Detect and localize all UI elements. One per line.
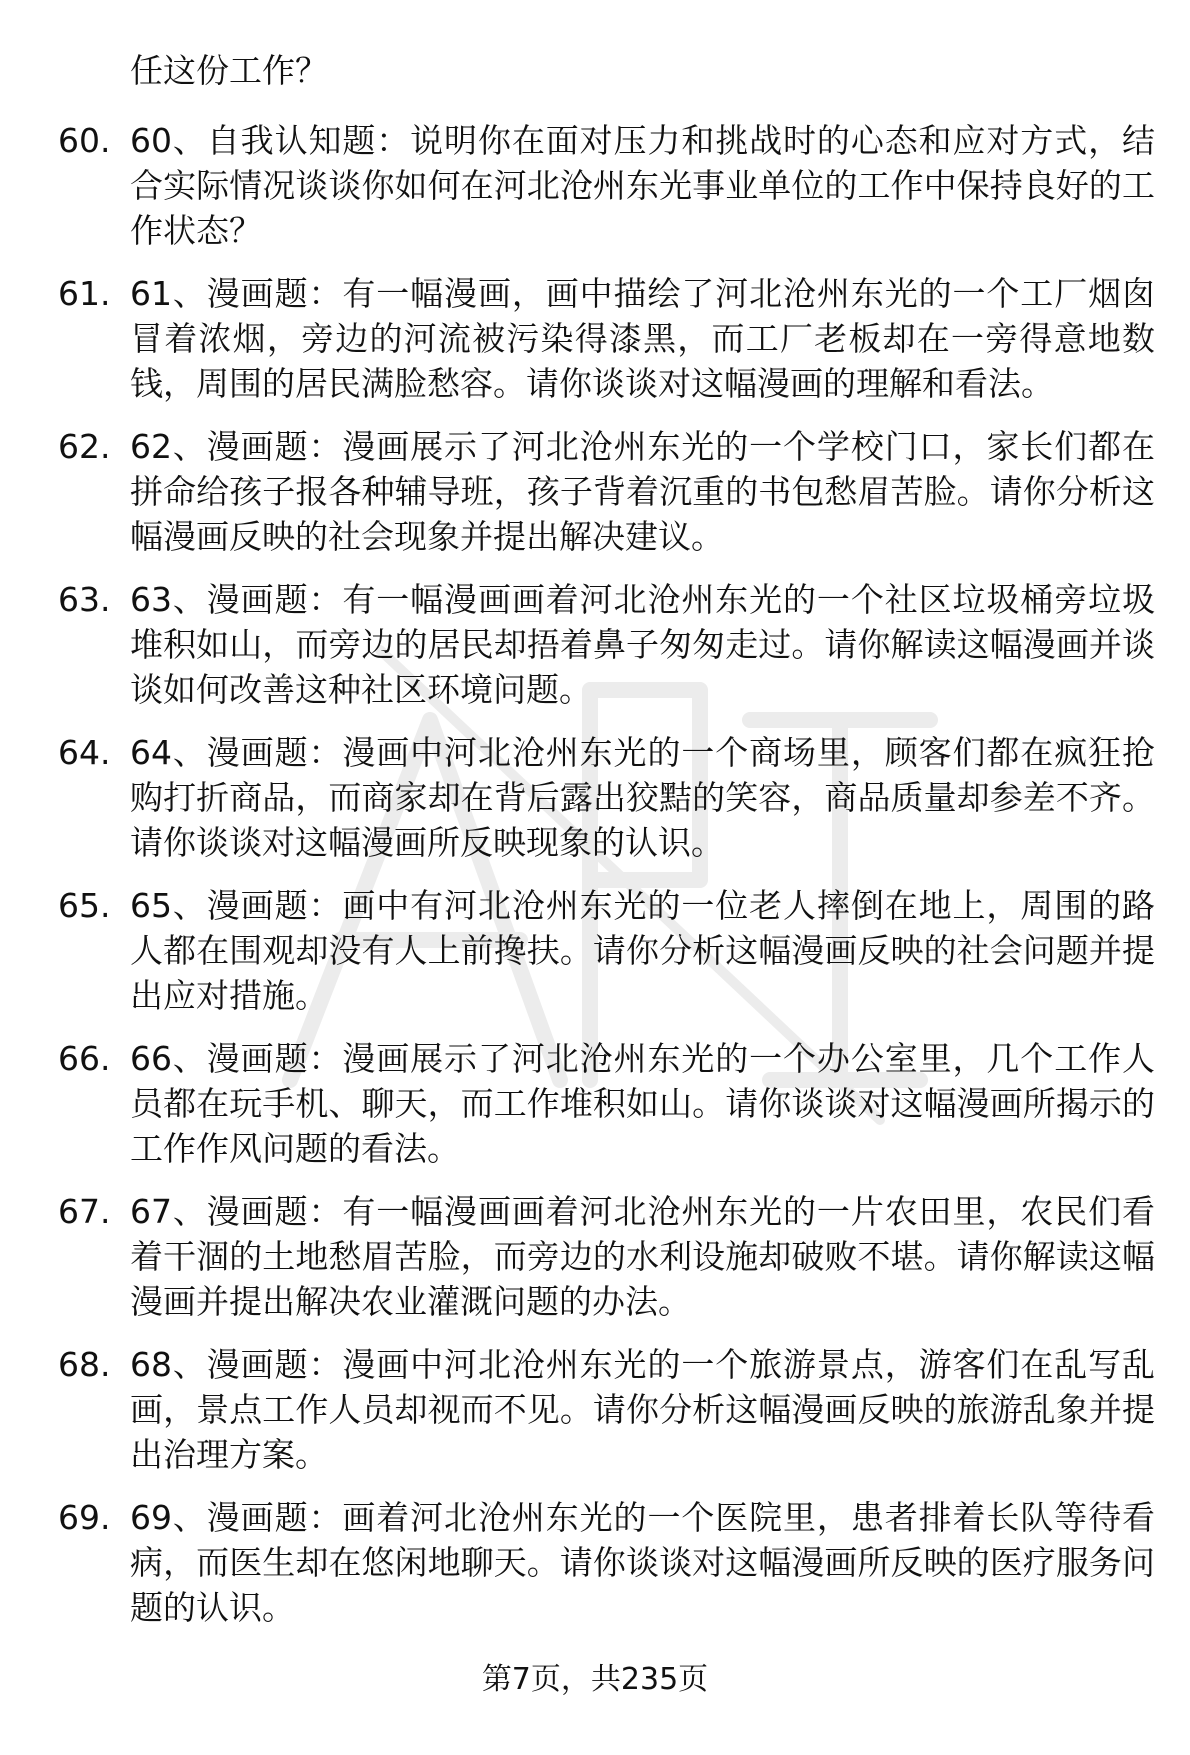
question-text: 60、自我认知题：说明你在面对压力和挑战时的心态和应对方式，结合实际情况谈谈你如何在河北沧州东光事业单位的工作中保持良好的工作状态？: [130, 121, 1155, 250]
question-number: 64.: [58, 733, 111, 772]
question-text: 67、漫画题：有一幅漫画画着河北沧州东光的一片农田里，农民们看着干涸的土地愁眉苦脸，而旁边的水利设施却破败不堪。请你解读这幅漫画并提出解决农业灌溉问题的办法。: [130, 1192, 1155, 1321]
question-text: 62、漫画题：漫画展示了河北沧州东光的一个学校门口，家长们都在拼命给孩子报各种辅导班，孩子背着沉重的书包愁眉苦脸。请你分析这幅漫画反映的社会现象并提出解决建议。: [130, 427, 1155, 556]
question-number: 68.: [58, 1345, 111, 1384]
continuation-text: 任这份工作？: [130, 51, 328, 90]
question-text: 66、漫画题：漫画展示了河北沧州东光的一个办公室里，几个工作人员都在玩手机、聊天，而工作堆积如山。请你谈谈对这幅漫画所揭示的工作作风问题的看法。: [130, 1039, 1155, 1168]
question-item: [0, 1036, 1190, 1171]
question-number: 66.: [58, 1039, 111, 1078]
question-number: 67.: [58, 1192, 111, 1231]
question-text: 69、漫画题：画着河北沧州东光的一个医院里，患者排着长队等待看病，而医生却在悠闲地聊天。请你谈谈对这幅漫画所反映的医疗服务问题的认识。: [130, 1498, 1155, 1627]
question-list: [0, 118, 1190, 1648]
question-number: 61.: [58, 274, 111, 313]
question-item: [0, 118, 1190, 253]
question-number: 63.: [58, 580, 111, 619]
question-item: [0, 577, 1190, 712]
question-number: 60.: [58, 121, 111, 160]
question-number: 62.: [58, 427, 111, 466]
question-item: [0, 1495, 1190, 1630]
question-text: 63、漫画题：有一幅漫画画着河北沧州东光的一个社区垃圾桶旁垃圾堆积如山，而旁边的居民却捂着鼻子匆匆走过。请你解读这幅漫画并谈谈如何改善这种社区环境问题。: [130, 580, 1155, 709]
question-number: 69.: [58, 1498, 111, 1537]
question-text: 68、漫画题：漫画中河北沧州东光的一个旅游景点，游客们在乱写乱画，景点工作人员却视而不见。请你分析这幅漫画反映的旅游乱象并提出治理方案。: [130, 1345, 1155, 1474]
page-footer: 第7页，共235页: [481, 1662, 709, 1697]
question-number: 65.: [58, 886, 111, 925]
question-item: [0, 883, 1190, 1018]
question-item: [0, 1342, 1190, 1477]
question-item: [0, 271, 1190, 406]
question-item: [0, 730, 1190, 865]
question-item: [0, 424, 1190, 559]
question-text: 65、漫画题：画中有河北沧州东光的一位老人摔倒在地上，周围的路人都在围观却没有人上前搀扶。请你分析这幅漫画反映的社会问题并提出应对措施。: [130, 886, 1155, 1015]
question-text: 64、漫画题：漫画中河北沧州东光的一个商场里，顾客们都在疯狂抢购打折商品，而商家却在背后露出狡黠的笑容，商品质量却参差不齐。请你谈谈对这幅漫画所反映现象的认识。: [130, 733, 1155, 862]
question-text: 61、漫画题：有一幅漫画，画中描绘了河北沧州东光的一个工厂烟囱冒着浓烟，旁边的河流被污染得漆黑，而工厂老板却在一旁得意地数钱，周围的居民满脸愁容。请你谈谈对这幅漫画的理解和看法。: [130, 274, 1155, 403]
question-item: [0, 1189, 1190, 1324]
